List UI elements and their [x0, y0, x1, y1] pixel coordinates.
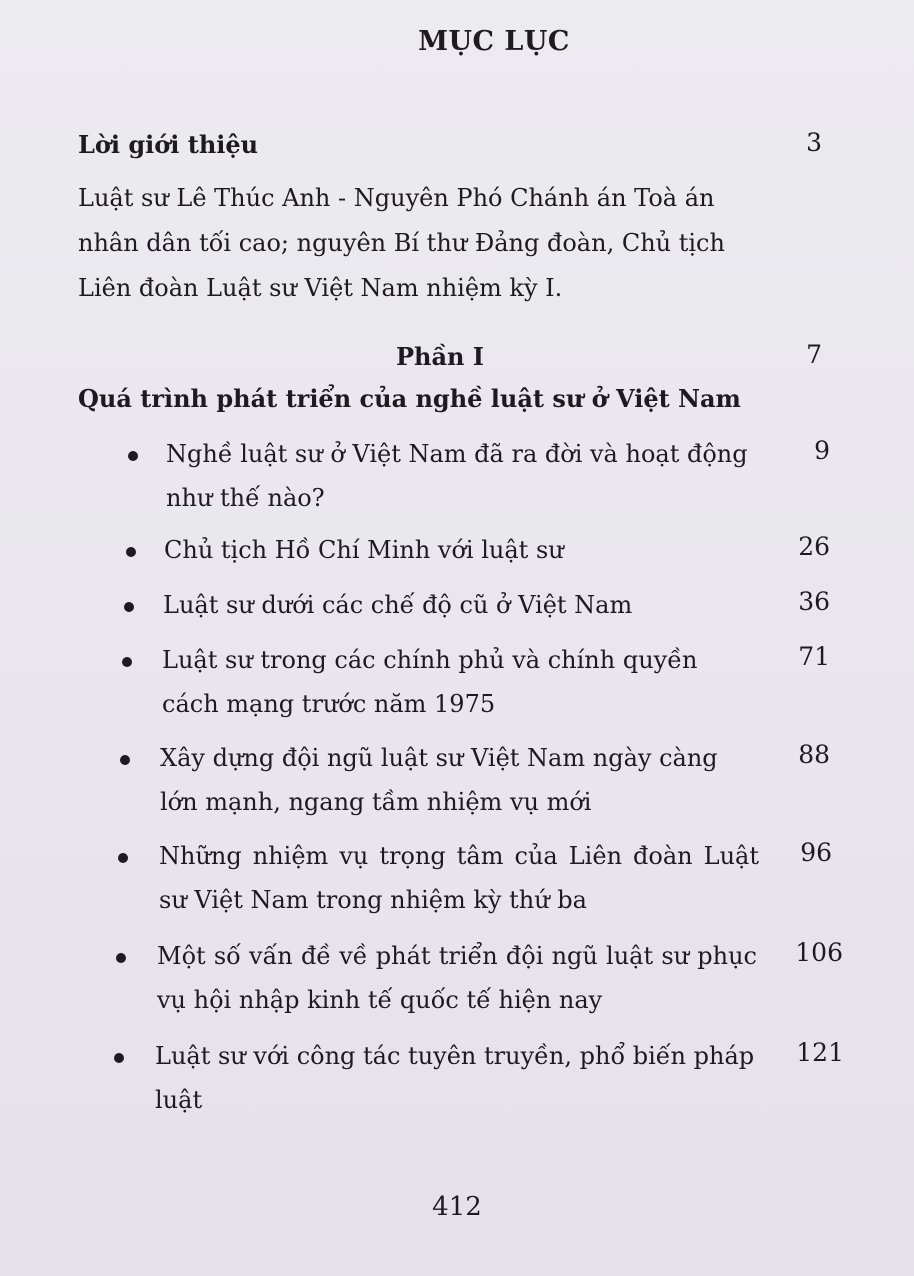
toc-item-page: 88 — [798, 740, 830, 769]
bullet-icon — [122, 657, 132, 667]
toc-item-page: 26 — [798, 532, 830, 561]
bullet-icon — [124, 602, 134, 612]
part-page-number: 7 — [806, 340, 822, 369]
bullet-icon — [120, 755, 130, 765]
bullet-icon — [118, 853, 128, 863]
toc-item-page: 71 — [798, 642, 830, 671]
bullet-icon — [114, 1053, 124, 1063]
toc-item-text: Một số vấn đề về phát triển đội ngũ luật sư phục vụ hội nhập kinh tế quốc tế hiện nay — [157, 942, 757, 1014]
toc-item-text: Xây dựng đội ngũ luật sư Việt Nam ngày càng lớn mạnh, ngang tầm nhiệm vụ mới — [160, 744, 718, 816]
toc-item-page: 36 — [798, 587, 830, 616]
toc-item-text: Chủ tịch Hồ Chí Minh với luật sư — [164, 536, 564, 564]
part-subtitle: Quá trình phát triển của nghề luật sư ở Việt Nam — [78, 384, 741, 413]
toc-item-page: 121 — [796, 1038, 844, 1067]
toc-item-text: Luật sư với công tác tuyên truyền, phổ biến pháp luật — [155, 1042, 755, 1114]
part-title: Phần I — [395, 342, 485, 371]
bullet-icon — [116, 953, 126, 963]
toc-item-text: Nghề luật sư ở Việt Nam đã ra đời và hoạt động như thế nào? — [166, 440, 748, 512]
intro-page-number: 3 — [806, 128, 822, 157]
toc-item-text: Luật sư dưới các chế độ cũ ở Việt Nam — [163, 591, 633, 619]
bullet-icon — [128, 451, 138, 461]
toc-item-page: 106 — [795, 938, 843, 967]
toc-item-page: 96 — [800, 838, 832, 867]
toc-item-text: Những nhiệm vụ trọng tâm của Liên đoàn Luật sư Việt Nam trong nhiệm kỳ thứ ba — [159, 842, 759, 914]
bullet-icon — [126, 547, 136, 557]
toc-item-text: Luật sư trong các chính phủ và chính quyền cách mạng trước năm 1975 — [162, 646, 698, 718]
intro-text: Luật sư Lê Thúc Anh - Nguyên Phó Chánh án Toà án nhân dân tối cao; nguyên Bí thư Đảng đoàn, Chủ tịch Liên đoàn Luật sư Việt Nam nhiệm kỳ I. — [78, 184, 725, 302]
toc-item-page: 9 — [814, 436, 830, 465]
toc-title: MỤC LỤC — [418, 26, 570, 57]
footer-page-number: 412 — [432, 1192, 482, 1222]
intro-heading: Lời giới thiệu — [78, 130, 259, 159]
